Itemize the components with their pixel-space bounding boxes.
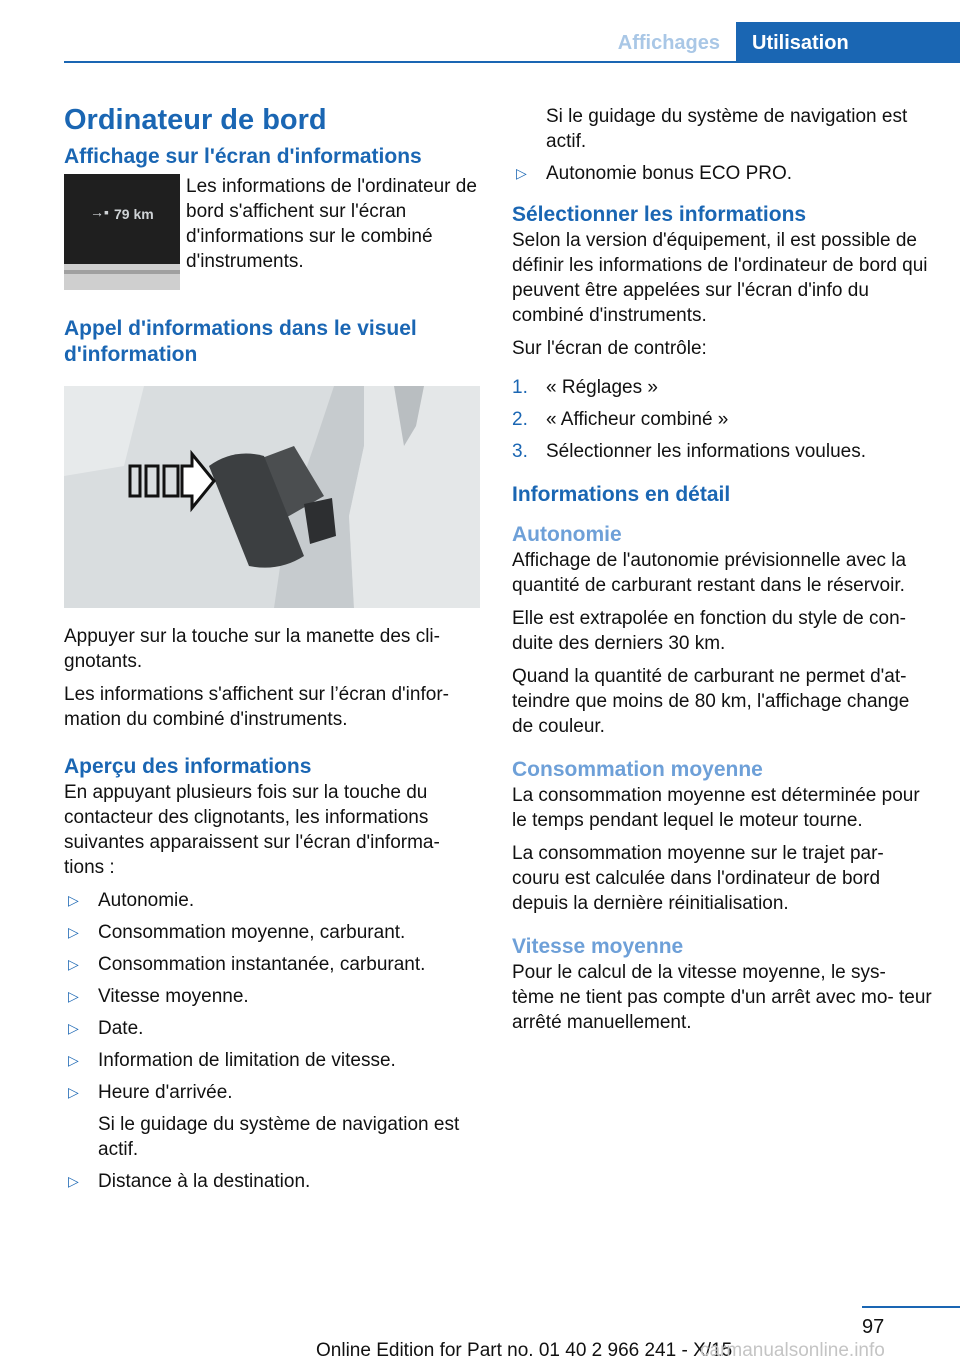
list-item: ▷ Date. <box>68 1018 144 1039</box>
intro-row <box>64 174 480 290</box>
subsection-heading: Vitesse moyenne <box>512 935 684 958</box>
page-header <box>0 0 960 62</box>
list-item: ▷ Consommation moyenne, carburant. <box>68 922 406 943</box>
overview-list <box>64 888 480 1194</box>
step-number: 1. <box>512 377 528 398</box>
triangle-bullet-icon: ▷ <box>68 1052 79 1068</box>
turn-signal-stalk-illustration <box>64 386 480 608</box>
section-paragraph: Pour le calcul de la vitesse moyenne, le sys‐ tème ne tient pas compte d'un arrêt avec mo‐ teur arrêté manuellement. <box>512 962 932 1033</box>
section-heading: Informations en détail <box>512 483 731 506</box>
header-section-label: Affichages <box>617 32 720 54</box>
list-item: ▷ Heure d'arrivée. Si le guidage du système de navigation est actif. <box>64 1080 480 1162</box>
section-paragraph: Quand la quantité de carburant ne permet d'at‐ teindre que moins de 80 km, l'affichage change de couleur. <box>512 666 910 737</box>
triangle-bullet-icon: ▷ <box>516 165 527 181</box>
subsection-heading: Autonomie <box>512 523 622 546</box>
page-number: 97 <box>862 1316 885 1338</box>
subsection-heading: Consommation moyenne <box>512 758 763 781</box>
triangle-bullet-icon: ▷ <box>68 1084 79 1100</box>
edition-note: Online Edition for Part no. 01 40 2 966 241 - X/15 <box>316 1340 733 1361</box>
right-column <box>512 104 932 1049</box>
display-illustration <box>64 174 180 290</box>
overview-list-continued <box>512 161 932 186</box>
step-item: 3. Sélectionner les informations voulues. <box>512 441 867 462</box>
page-title: Ordinateur de bord <box>64 104 327 136</box>
triangle-bullet-icon: ▷ <box>68 956 79 972</box>
list-item: ▷ Information de limitation de vitesse. <box>68 1050 396 1071</box>
section-paragraph: Sur l'écran de contrôle: <box>512 338 707 359</box>
section-paragraph: En appuyant plusieurs fois sur la touche du contacteur des clignotants, les informations suivantes apparaissent sur l'écran d'informa‐ tions : <box>64 782 440 878</box>
triangle-bullet-icon: ▷ <box>68 988 79 1004</box>
step-number: 2. <box>512 409 528 430</box>
section-details <box>512 482 932 1035</box>
watermark: carmanualsonline.info <box>700 1340 885 1361</box>
section-paragraph: Appuyer sur la touche sur la manette des cli‐ gnotants. <box>64 626 440 672</box>
section-call-info <box>64 316 480 732</box>
header-tab-label: Utilisation <box>736 22 960 62</box>
range-arrow-icon: →▪ <box>90 204 109 220</box>
triangle-bullet-icon: ▷ <box>68 924 79 940</box>
section-paragraph: La consommation moyenne sur le trajet par‐ couru est calculée dans l'ordinateur de bord depuis la dernière réinitialisation. <box>512 843 884 914</box>
step-item: 2. « Afficheur combiné » <box>512 409 729 430</box>
list-item: ▷ Vitesse moyenne. <box>68 986 249 1007</box>
section-display-info <box>64 144 480 290</box>
section-heading: Aperçu des informations <box>64 755 312 778</box>
list-item-note: Si le guidage du système de navigation est actif. <box>98 1114 460 1160</box>
range-value: 79 km <box>114 206 154 222</box>
list-item: ▷ Autonomie bonus ECO PRO. <box>516 163 793 184</box>
list-item: ▷ Distance à la destination. <box>68 1171 311 1192</box>
left-column <box>64 96 480 1208</box>
step-item: 1. « Réglages » <box>512 377 658 398</box>
stalk-illustration-svg <box>64 386 480 608</box>
footer-rule <box>862 1306 960 1308</box>
section-paragraph: Selon la version d'équipement, il est possible de définir les informations de l'ordinateur de bord qui peuvent être appelées sur l'écran d'info du combiné d'instruments. <box>512 230 928 326</box>
list-item: ▷ Autonomie. <box>68 890 195 911</box>
list-item: ▷ Consommation instantanée, carburant. <box>68 954 426 975</box>
list-item-continuation: Si le guidage du système de navigation est actif. <box>546 106 908 152</box>
section-paragraph: Les informations de l'ordinateur de bord s'affichent sur l'écran d'informations sur le combiné d'instruments. <box>186 176 477 272</box>
section-select-info <box>512 202 932 464</box>
triangle-bullet-icon: ▷ <box>68 892 79 908</box>
section-heading: Affichage sur l'écran d'informations <box>64 145 422 168</box>
section-heading: Sélectionner les informations <box>512 203 807 226</box>
section-heading: Appel d'informations dans le visuel d'information <box>64 317 417 366</box>
section-paragraph: Elle est extrapolée en fonction du style de con‐ duite des derniers 30 km. <box>512 608 906 654</box>
section-paragraph: La consommation moyenne est déterminée pour le temps pendant lequel le moteur tourne. <box>512 785 920 831</box>
section-paragraph: Affichage de l'autonomie prévisionnelle avec la quantité de carburant restant dans le réservoir. <box>512 550 907 596</box>
triangle-bullet-icon: ▷ <box>68 1173 79 1189</box>
section-paragraph: Les informations s'affichent sur l’écran d'infor‐ mation du combiné d'instruments. <box>64 684 449 730</box>
header-rule <box>64 61 960 63</box>
steps-list <box>512 375 932 464</box>
triangle-bullet-icon: ▷ <box>68 1020 79 1036</box>
step-number: 3. <box>512 441 528 462</box>
section-overview <box>64 754 480 1194</box>
